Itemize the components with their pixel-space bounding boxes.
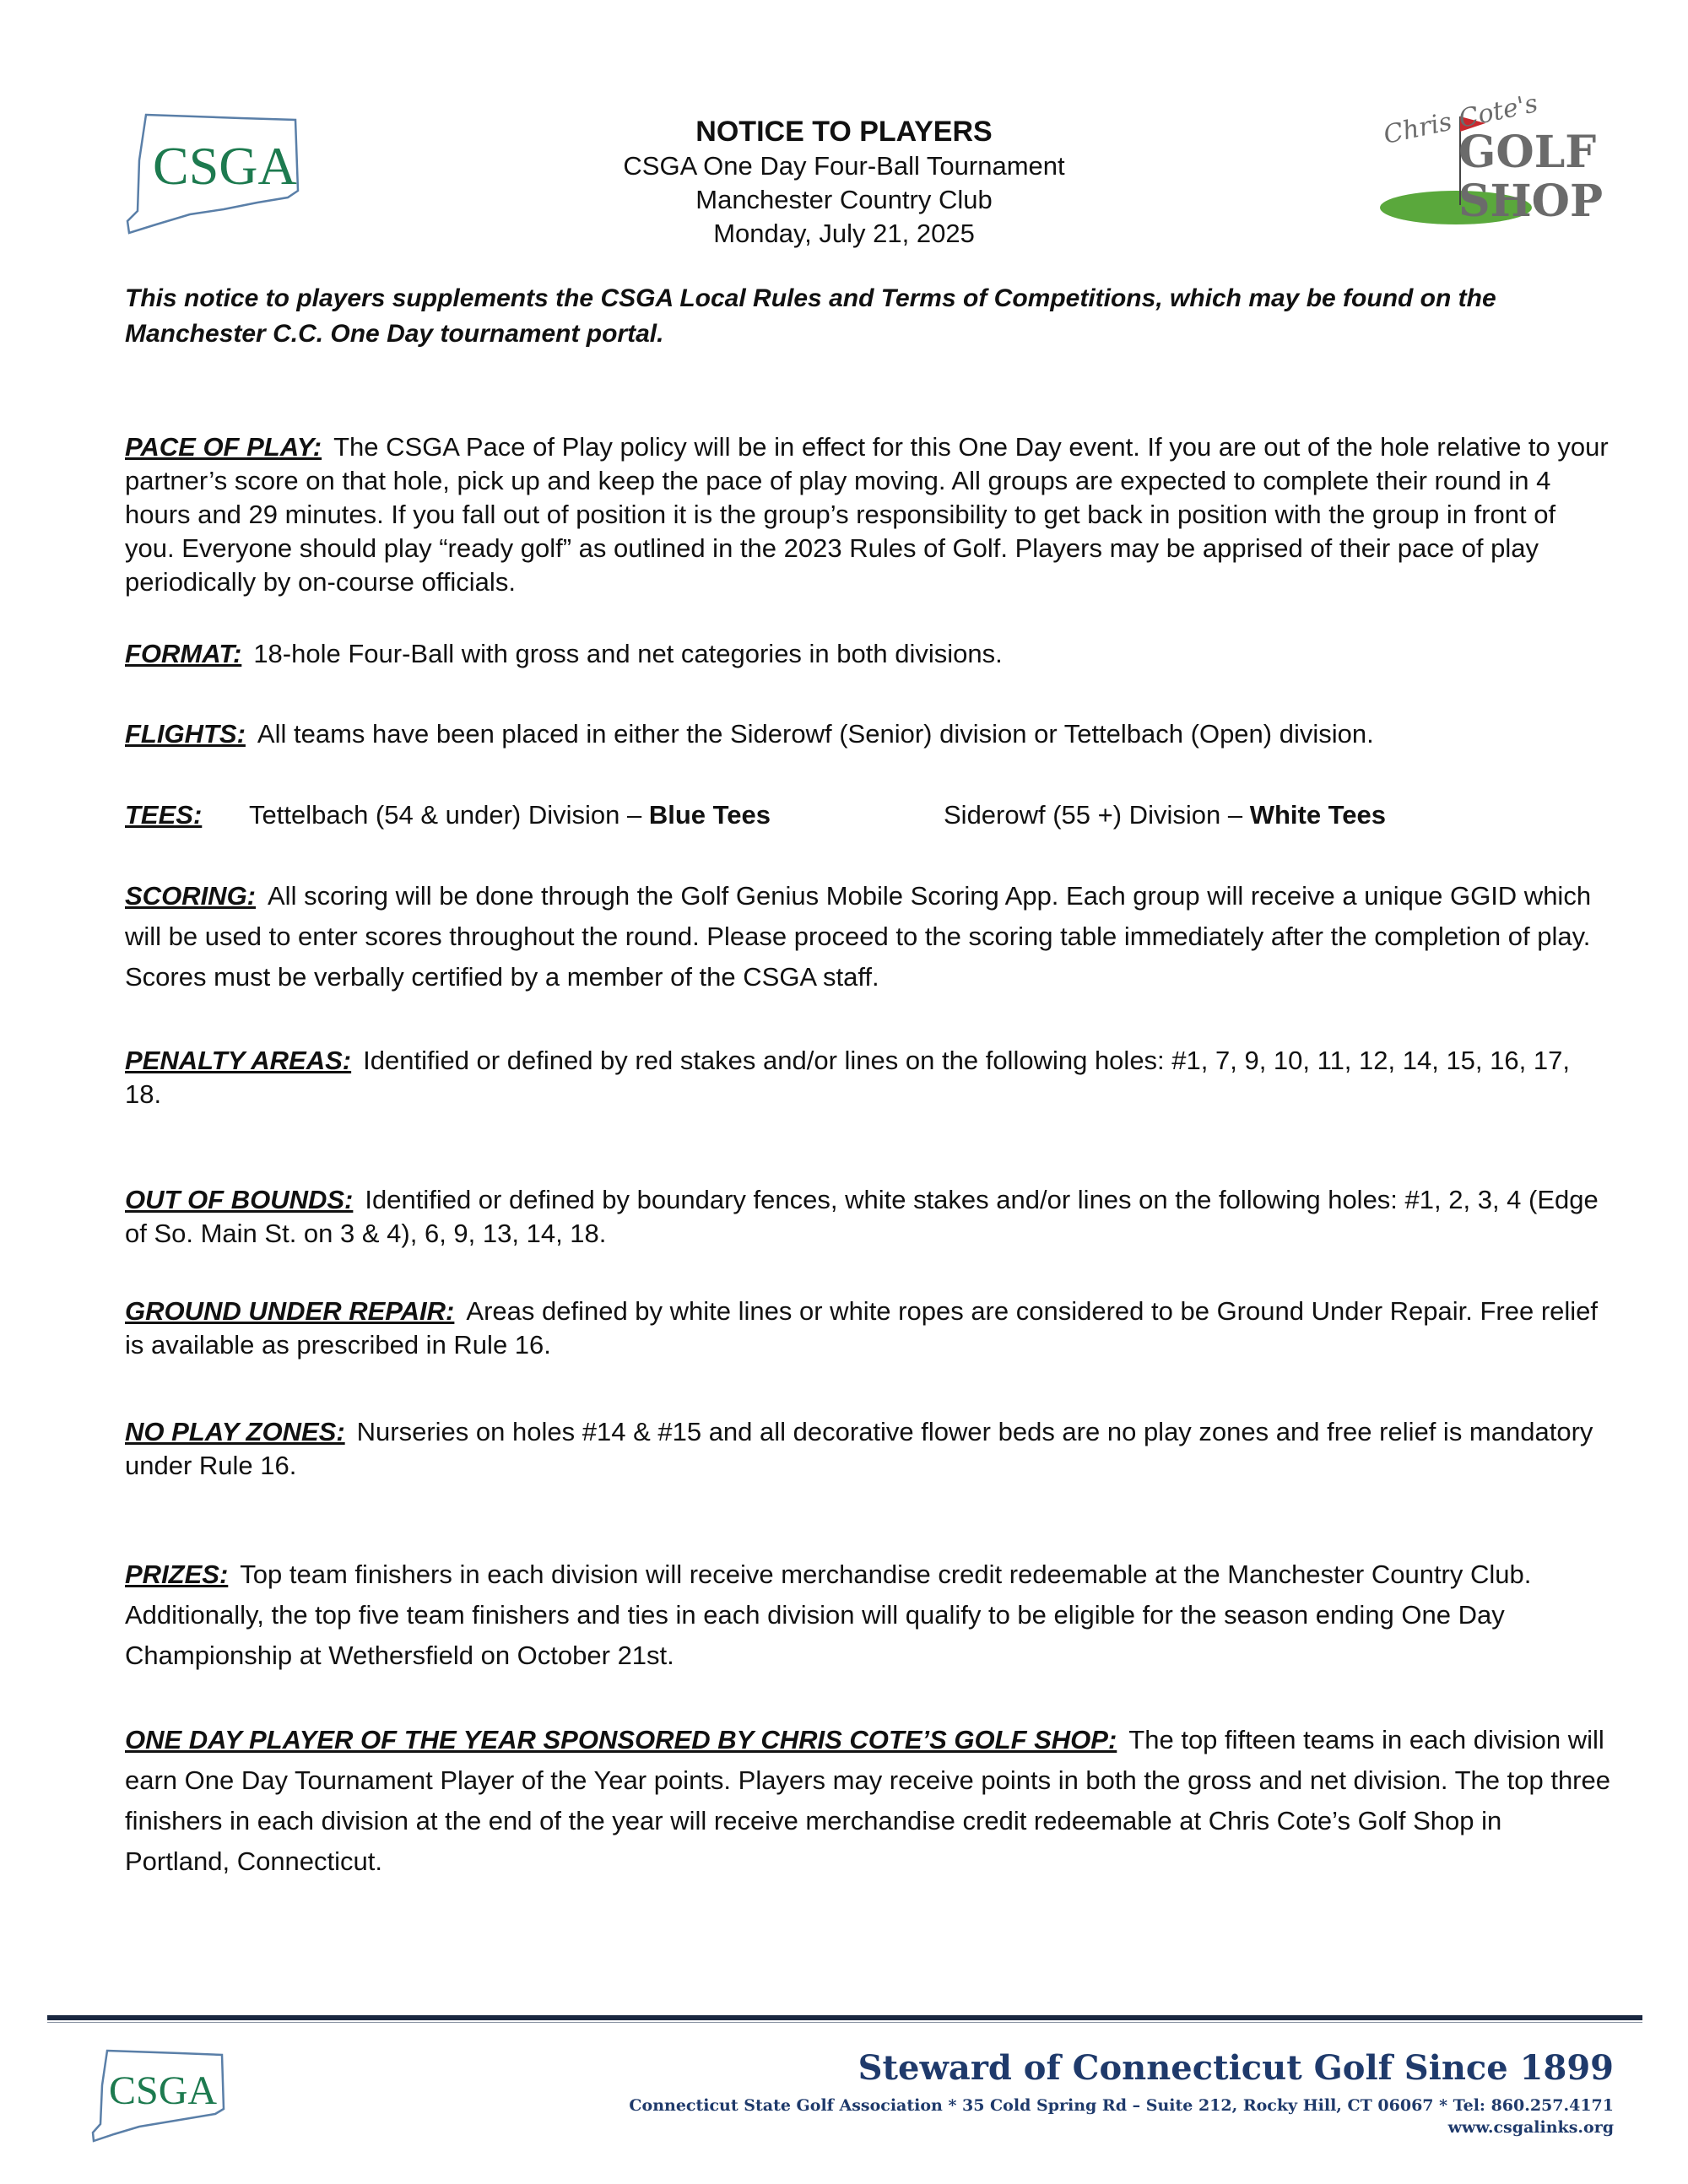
section-text: Identified or defined by red stakes and/or lines on the following holes: #1, 7, 9, 10, 11, 12, 14, 15, 16, 17, 18. xyxy=(125,1046,1570,1109)
tees-color: Blue Tees xyxy=(648,800,771,830)
section-text: Nurseries on holes #14 & #15 and all decorative flower beds are no play zones and free relief is mandatory under Rule 16. xyxy=(125,1417,1593,1480)
section-pace-of-play xyxy=(125,430,1610,599)
section-text: All teams have been placed in either the Siderowf (Senior) division or Tettelbach (Open) division. xyxy=(257,719,1374,749)
section-label: TEES: xyxy=(125,800,203,830)
golf-shop-logo-shop: SHOP xyxy=(1458,176,1604,227)
csga-logo-text: CSGA xyxy=(153,136,297,196)
tees-color: White Tees xyxy=(1249,800,1387,830)
tees-division-text: Tettelbach (54 & under) Division – xyxy=(249,800,649,830)
footer-divider xyxy=(47,2015,1642,2020)
footer-tagline: Steward of Connecticut Golf Since 1899 xyxy=(858,2048,1614,2088)
page-title: NOTICE TO PLAYERS xyxy=(695,116,993,148)
section-label: OUT OF BOUNDS: xyxy=(125,1185,354,1214)
section-no-play-zones xyxy=(125,1415,1610,1483)
section-label: NO PLAY ZONES: xyxy=(125,1417,345,1446)
section-label: SCORING: xyxy=(125,881,256,911)
tees-siderowf xyxy=(944,798,1386,832)
venue-name: Manchester Country Club xyxy=(695,185,993,214)
section-label: PACE OF PLAY: xyxy=(125,432,322,462)
section-format xyxy=(125,637,1610,671)
csga-footer-logo xyxy=(89,2046,228,2143)
section-text: 18-hole Four-Ball with gross and net categories in both divisions. xyxy=(253,639,1003,668)
section-player-of-the-year xyxy=(125,1720,1610,1882)
section-prizes xyxy=(125,1554,1610,1676)
section-text: All scoring will be done through the Golf Genius Mobile Scoring App. Each group will receive a unique GGID which will be used to enter scores throughout the round. Please proceed to the scoring table immediately after the completion of play. Scores must be verbally certified by a member of the CSGA staff. xyxy=(125,881,1592,992)
section-label: ONE DAY PLAYER OF THE YEAR SPONSORED BY CHRIS COTE’S GOLF SHOP: xyxy=(125,1725,1117,1754)
section-text: The CSGA Pace of Play policy will be in effect for this One Day event. If you are out of the hole relative to your partner’s score on that hole, pick up and keep the pace of play moving. All groups are expected to complete their round in 4 hours and 29 minutes. If you fall out of position it is the group’s responsibility to get back in position with the group in front of you. Everyone should play “ready golf” as outlined in the 2023 Rules of Golf. Players may be apprised of their pace of play periodically by on-course officials. xyxy=(125,432,1609,597)
golf-shop-logo xyxy=(1376,89,1604,239)
section-text: Top team finishers in each division will receive merchandise credit redeemable at the Manchester Country Club. Additionally, the top five team finishers and ties in each division will qualify to be eligible for the season ending One Day Championship at Wethersfield on October 21st. xyxy=(125,1560,1532,1670)
section-penalty-areas xyxy=(125,1044,1610,1111)
intro-paragraph: This notice to players supplements the CSGA Local Rules and Terms of Competitions, which may be found on the Manchester C.C. One Day tournament portal. xyxy=(125,284,1496,348)
event-date: Monday, July 21, 2025 xyxy=(713,219,975,248)
section-text: Identified or defined by boundary fences, white stakes and/or lines on the following holes: #1, 2, 3, 4 (Edge of So. Main St. on 3 & 4), 6, 9, 13, 14, 18. xyxy=(125,1185,1599,1248)
golf-shop-logo-script: Chris Cote's xyxy=(1381,89,1541,150)
section-label: GROUND UNDER REPAIR: xyxy=(125,1296,455,1326)
section-label: PRIZES: xyxy=(125,1560,229,1589)
footer-divider-thin xyxy=(47,2022,1642,2023)
section-scoring xyxy=(125,876,1610,997)
section-label: PENALTY AREAS: xyxy=(125,1046,352,1075)
tees-tettelbach xyxy=(249,798,771,832)
section-label: FORMAT: xyxy=(125,639,242,668)
golf-shop-logo-golf: GOLF xyxy=(1458,127,1597,178)
section-out-of-bounds xyxy=(125,1183,1610,1251)
footer-address: Connecticut State Golf Association * 35 Cold Spring Rd – Suite 212, Rocky Hill, CT 06067 * Tel: 860.257.4171 xyxy=(629,2096,1614,2115)
section-flights xyxy=(125,717,1610,751)
section-text: The top fifteen teams in each division will earn One Day Tournament Player of the Year points. Players may receive points in both the gross and net division. The top three finishers in each division at the end of the year will receive merchandise credit redeemable at Chris Cote’s Golf Shop in Portland, Connecticut. xyxy=(125,1725,1610,1876)
tees-division-text: Siderowf (55 +) Division – xyxy=(944,800,1250,830)
event-name: CSGA One Day Four-Ball Tournament xyxy=(623,151,1065,181)
section-ground-under-repair xyxy=(125,1295,1610,1362)
csga-footer-logo-text: CSGA xyxy=(109,2068,218,2113)
section-label: FLIGHTS: xyxy=(125,719,246,749)
section-text: Areas defined by white lines or white ropes are considered to be Ground Under Repair. Free relief is available as prescribed in Rule 16. xyxy=(125,1296,1599,1360)
notice-header xyxy=(506,114,1182,251)
footer-website-link[interactable]: www.csgalinks.org xyxy=(1447,2118,1614,2137)
csga-logo xyxy=(122,110,304,236)
